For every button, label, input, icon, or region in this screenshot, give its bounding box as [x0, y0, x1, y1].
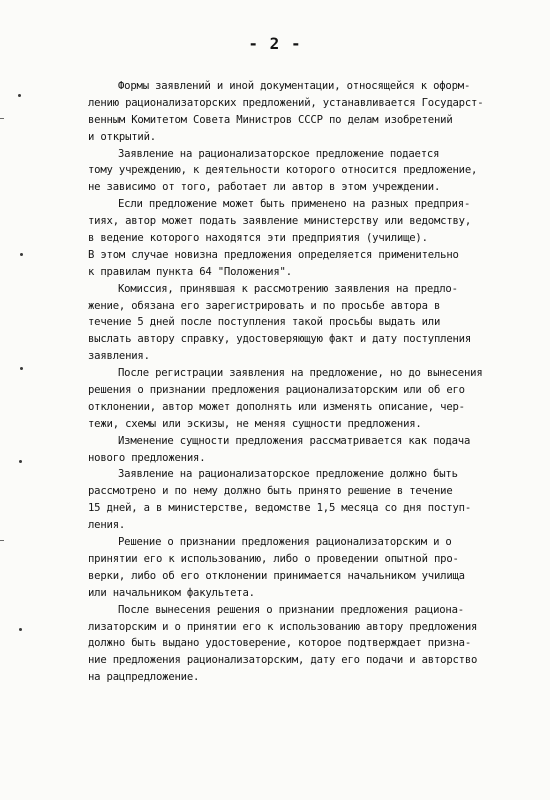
- text-line: или начальником факультета.: [88, 586, 255, 599]
- text-line: не зависимо от того, работает ли автор в этом учреждении.: [88, 181, 441, 194]
- text-line: принятии его к использованию, либо о проведении опытной про-: [88, 552, 459, 565]
- text-line: тежи, схемы или эскизы, не меняя сущности предложения.: [88, 417, 422, 430]
- margin-mark: [19, 460, 22, 463]
- margin-mark: [19, 628, 22, 631]
- text-line: к правилам пункта 64 "Положения".: [88, 265, 292, 278]
- text-line: тому учреждению, к деятельности которого относится предложение,: [88, 164, 478, 177]
- text-line: После вынесения решения о признании предложения рациона-: [118, 603, 464, 616]
- text-line: верки, либо об его отклонении принимается начальником училища: [88, 569, 465, 582]
- text-line: 15 дней, а в министерстве, ведомстве 1,5 месяца со дня поступ-: [88, 502, 472, 515]
- document-body: [88, 78, 540, 686]
- text-line: жение, обязана его зарегистрировать и по просьбе автора в: [88, 299, 441, 312]
- text-line: выслать автору справку, удостоверяющую факт и дату поступления: [88, 333, 472, 346]
- text-line: Заявление на рационализаторское предложение должно быть: [118, 468, 458, 481]
- text-line: тиях, автор может подать заявление министерству или ведомству,: [88, 215, 472, 228]
- text-line: должно быть выдано удостоверение, которое подтверждает призна-: [88, 637, 472, 650]
- text-line: ние предложения рационализаторским, дату его подачи и авторство: [88, 654, 478, 667]
- edge-mark: [0, 540, 4, 541]
- text-line: нового предложения.: [88, 451, 206, 464]
- text-line: ления.: [88, 519, 126, 532]
- text-line: рассмотрено и по нему должно быть принято решение в течение: [88, 485, 453, 498]
- text-line: Комиссия, принявшая к рассмотрению заявления на предло-: [118, 282, 458, 295]
- text-line: и открытий.: [88, 130, 156, 143]
- text-line: В этом случае новизна предложения определяется применительно: [88, 248, 459, 261]
- text-line: течение 5 дней после поступления такой просьбы выдать или: [88, 316, 441, 329]
- text-line: решения о признании предложения рационализаторским или об его: [88, 384, 465, 397]
- page-number: - 2 -: [248, 34, 302, 53]
- text-line: лению рационализаторских предложений, устанавливается Государст-: [88, 96, 484, 109]
- text-line: в ведение которого находятся эти предприятия (училище).: [88, 232, 428, 245]
- text-line: на рацпредложение.: [88, 671, 200, 684]
- text-line: заявления.: [88, 350, 150, 363]
- text-line: Решение о признании предложения рационализаторским и о: [118, 536, 452, 549]
- margin-mark: [18, 94, 21, 97]
- text-line: лизаторским и о принятии его к использованию автору предложения: [88, 620, 478, 633]
- text-line: отклонении, автор может дополнять или изменять описание, чер-: [88, 400, 465, 413]
- text-line: Если предложение может быть применено на разных предприя-: [118, 198, 471, 211]
- text-line: Изменение сущности предложения рассматривается как подача: [118, 434, 471, 447]
- margin-mark: [20, 367, 23, 370]
- edge-mark: [0, 118, 4, 119]
- text-line: венным Комитетом Совета Министров СССР по делам изобретений: [88, 113, 453, 126]
- text-line: Заявление на рационализаторское предложение подается: [118, 147, 440, 160]
- text-line: Формы заявлений и иной документации, относящейся к оформ-: [118, 80, 471, 92]
- margin-mark: [20, 253, 23, 256]
- text-line: После регистрации заявления на предложение, но до вынесения: [118, 367, 483, 380]
